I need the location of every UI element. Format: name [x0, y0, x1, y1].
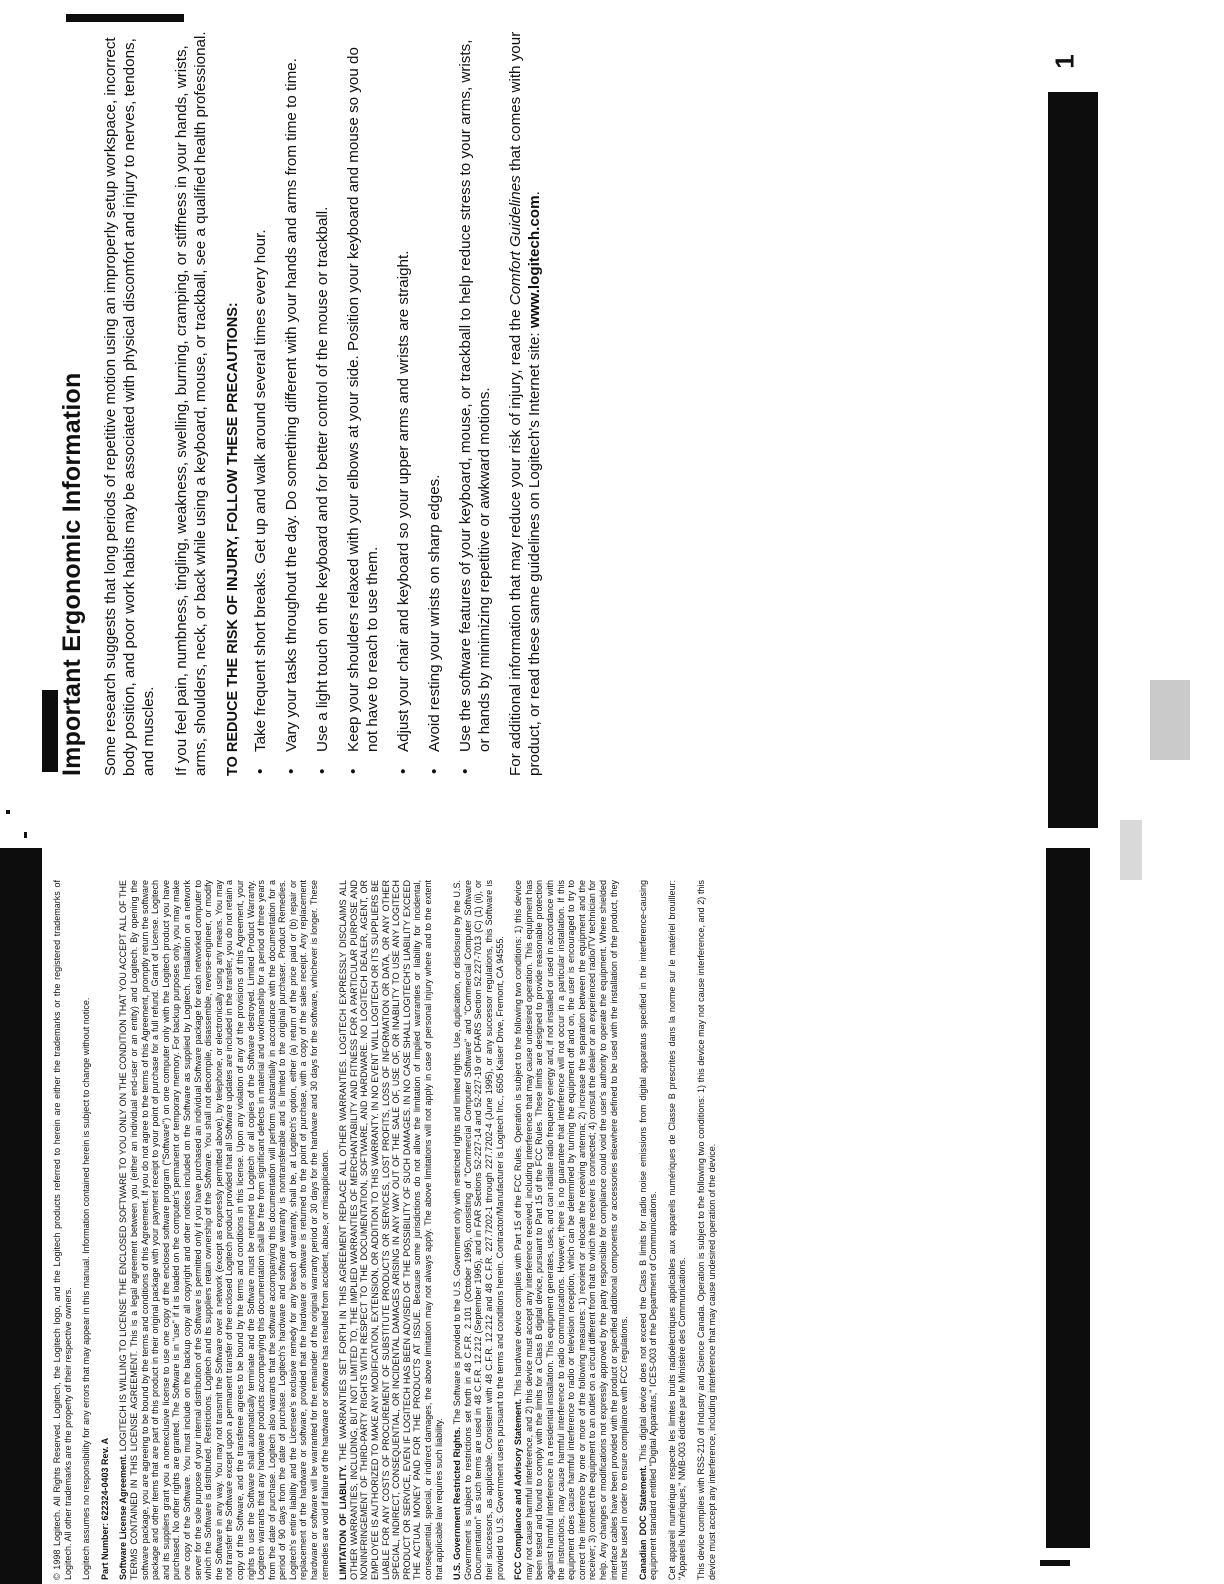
bullet-icon: •: [314, 768, 331, 774]
bottom-rule: [1040, 1560, 1070, 1566]
rss-statement: This device complies with RSS-210 of Industry and Science Canada. Operation is subject to the following two conditions: 1) this device may not cause interference, and 2) this device must accept any interference, including interference that may cause undesired operation of the device.: [696, 880, 717, 1580]
fcc-statement: FCC Compliance and Advisory Statement. This hardware device complies with Part 15 of the FCC Rules. Operation is subject to the following two conditions: 1) this device may not cause harmful interference, and 2) this device must accept any interference received, including interference that may cause undesired operation. This equipment has been tested and found to comply with the limits for a Class B digital device, pursuant to Part 15 of the FCC Rules. These limits are designed to provide reasonable protection against harmful interference in a residential installation. This equipment generates, uses, and can radiate radio frequency energy and, if not installed or used in accordance with the instructions, may cause harmful interference to radio communications. However, there is no guarantee that interference will not occur in a particular installation. If this equipment does cause harmful interference to radio or television reception, which can be determined by turning the equipment off and on, the user is encouraged to try to correct the interference by one or more of the following measures: 1) reorient or relocate the receiving antenna; 2) increase the separation between the equipment and the receiver; 3) connect the equipment to an outlet on a circuit different from that to which the receiver is connected; 4) consult the dealer or an experienced radio/TV technician for help. Any changes or modifications not expressly approved by the party responsible for compliance could void the user's authority to operate the equipment. Where shielded interface cables have been provided with the product or specified additional components or accessories elsewhere defined to be used with the installation of the product, they must be used in order to ensure compliance with FCC regulations.: [513, 880, 630, 1580]
list-item: • Take frequent short breaks. Get up and walk around several times every hour.: [252, 229, 269, 774]
bullet-icon: •: [457, 768, 474, 774]
list-item: • Use the software features of your keyboard, mouse, or trackball to help reduce stress to your arms, wrists, or hands by minimizing repetitive or awkward motions.: [457, 39, 493, 774]
list-item: • Keep your shoulders relaxed with your elbows at your side. Position your keyboard and mouse so you do not have to reach to use them.: [345, 47, 381, 774]
bullet-icon: •: [395, 768, 412, 774]
header-rule: [66, 14, 184, 22]
precautions-list: [251, 26, 494, 776]
bullet-icon: •: [426, 768, 443, 774]
bullet-icon: •: [283, 768, 300, 774]
precautions-heading: TO REDUCE THE RISK OF INJURY, FOLLOW THESE PRECAUTIONS:: [225, 302, 241, 776]
list-item: • Vary your tasks throughout the day. Do something different with your hands and arms from time to time.: [283, 58, 300, 774]
legal-section: [52, 880, 972, 1580]
french-statement: Cet appareil numérique respecte les limites bruits radioélectriques applicables aux appareils numériques de Classe B prescrites dans la norme sur le matériel brouilleur: "Appareils Numériques," NMB-003 édictée par le Ministère des Communications.: [666, 880, 688, 1580]
scan-noise: [1120, 820, 1142, 880]
doc-statement: Canadian DOC Statement. This digital device does not exceed the Class B limits for radio noise emissions from digital apparatus specified in the interference-causing equipment standard entitled "Digital Apparatus," ICES-003 of the Department of Communications.: [637, 879, 659, 1580]
part-number: Part Number: 622324-0403 Rev. A: [99, 1437, 110, 1580]
government-rights: U.S. Government Restricted Rights. The Software is provided to the U.S. Government only with restricted rights and limited rights. Use, duplication, or disclosure by the U.S. Government is subject to restrictions set forth in 48 C.F.R. 2.101 (October 1995), consisting of "Commercial Computer Software" and "Commercial Computer Software Documentation" as such terms are used in 48 C.F.R. 12.212 (September 1995), and in FAR Sections 52-227-14 and 52-227-19 or DFARS Section 52.227-7013 (C) (1) (ii), or their successors, as applicable. Consistent with 48 C.F.R. 12.212 and 48 C.F.R. 227.7202-1 through 227.7202-4 (June 1995), or any successor regulations, this Software is provided to U.S. Government users pursuant to the terms and conditions herein. Contractor/Manufacturer is Logitech Inc., 6505 Kaiser Drive, Fremont, CA 94555.: [452, 880, 505, 1580]
scan-speck: [6, 810, 10, 814]
black-edge-bar-right-lower: [1046, 848, 1090, 1548]
intro-paragraph: Some research suggests that long periods of repetitive motion using an improperly setup workspace, incorrect body position, and poor work habits may be associated with physical discomfort and injury to nerves, tendons, and muscles.: [102, 37, 157, 776]
black-edge-bar-right-upper: [1048, 92, 1098, 828]
symptoms-paragraph: If you feel pain, numbness, tingling, weakness, swelling, burning, cramping, or stiffness in your hands, wrists, arms, shoulders, neck, or back while using a keyboard, mouse, or trackball, see a qualified health professional.: [173, 31, 209, 776]
bullet-icon: •: [252, 768, 269, 774]
page-number: 1: [1049, 54, 1080, 69]
list-item: • Use a light touch on the keyboard and for better control of the mouse or trackball.: [314, 206, 331, 774]
ergonomic-section: [58, 26, 658, 776]
closing-paragraph: For additional information that may reduce your risk of injury, read the Comfort Guidelines that comes with your product, or read these same guidelines on Logitech's Internet site: www.logitech.com.: [507, 31, 543, 776]
title-side-bar: [42, 690, 58, 772]
bullet-icon: •: [345, 768, 362, 774]
section-title: Important Ergonomic Information: [58, 372, 86, 776]
copyright-notice: © 1998 Logitech. All Rights Reserved. Logitech, the Logitech logo, and the Logitech products referred to herein are either the trademarks or the registered trademarks of Logitech. All other trademarks are the property of their respective owners.: [52, 880, 73, 1580]
responsibility-notice: Logitech assumes no responsibility for any errors that may appear in this manual. Information contained herein is subject to change without notice.: [81, 997, 92, 1580]
list-item: • Avoid resting your wrists on sharp edges.: [426, 474, 443, 774]
list-item: • Adjust your chair and keyboard so your upper arms and wrists are straight.: [395, 250, 412, 774]
license-agreement: Software License Agreement. LOGITECH IS WILLING TO LICENSE THE ENCLOSED SOFTWARE TO YOU ONLY ON THE CONDITION THAT YOU ACCEPT ALL OF THE TERMS CONTAINED IN THIS LICENSE AGREEMENT. This is a legal agreement between you (either an individual end-user or an entity) and Logitech. By opening the software package, you are agreeing to be bound by the terms and conditions of this Agreement. If you do not agree to the terms of this Agreement, promptly return the software package and other items that are part of this product in their original package with your payment receipt to your point of purchase for a full refund. Grant of License. Logitech and its suppliers grant you a nonexclusive license to use one copy of the enclosed software program ("Software") on one computer only with the Logitech product you have purchased. No other rights are granted. The Software is in "use" if it is loaded on the computer's permanent or temporary memory. For backup purposes only, you may make one copy of the Software. You must include on the backup copy all copyright and other notices included on the Software as supplied by Logitech. Installation on a network server for the sole purpose of your internal distribution of the Software is permitted only if you have purchased an individual Software package for each networked computer to which the Software is distributed. Restrictions. Logitech and its suppliers retain ownership of the Software. You shall not decompile, disassemble, reverse-engineer, or modify the Software in any way. You may not transmit the Software over a network (except as expressly permitted above), by telephone, or electronically using any means. You may not transfer the Software except upon a permanent transfer of the enclosed Logitech product provided that all Software updates are included in the transfer, you do not retain a copy of the Software, and the transferee agrees to be bound by the terms and conditions in this license. Upon any violation of any of the provisions of this Agreement, your rights to use the Software shall automatically terminate and the Software must be returned to Logitech or all copies of the Software destroyed. Limited Product Warranty. Logitech warrants that any hardware products accompanying this documentation shall be free from significant defects in material and workmanship for a period of three years from the date of purchase. Logitech also warrants that the software accompanying this documentation will perform substantially in accordance with the documentation for a period of 90 days from the date of purchase. Logitech's hardware and software warranty is nontransferable and is limited to the original purchaser. Product Remedies. Logitech's entire liability and the Licensee's exclusive remedy for any breach of warranty, shall be, at Logitech's option, either (a) return of the price paid or (b) repair or replacement of the hardware or software, provided that the hardware or software is returned to the point of purchase, with a copy of the sales receipt. Any replacement hardware or software will be warranted for the remainder of the original warranty period or 30 days for the hardware and 30 days for the software, whichever is longer. These remedies are void if failure of the hardware or software has resulted from accident, abuse, or misapplication.: [118, 880, 330, 1580]
black-edge-bar-left: [0, 848, 42, 1584]
scan-speck: [24, 832, 27, 838]
scan-noise: [1150, 680, 1190, 760]
limitation-of-liability: LIMITATION OF LIABILITY. THE WARRANTIES SET FORTH IN THIS AGREEMENT REPLACE ALL OTHER WARRANTIES. LOGITECH EXPRESSLY DISCLAIMS ALL OTHER WARRANTIES, INCLUDING, BUT NOT LIMITED TO, THE IMPLIED WARRANTIES OF MERCHANTABILITY AND FITNESS FOR A PARTICULAR PURPOSE AND NONINFRINGEMENT OF THIRD-PARTY RIGHTS WITH RESPECT TO THE DOCUMENTATION, SOFTWARE, AND HARDWARE. NO LOGITECH DEALER, AGENT, OR EMPLOYEE IS AUTHORIZED TO MAKE ANY MODIFICATION, EXTENSION, OR ADDITION TO THIS WARRANTY. IN NO EVENT WILL LOGITECH OR ITS SUPPLIERS BE LIABLE FOR ANY COSTS OF PROCUREMENT OF SUBSTITUTE PRODUCTS OR SERVICES, LOST PROFITS, LOSS OF INFORMATION OR DATA, OR ANY OTHER SPECIAL, INDIRECT, CONSEQUENTIAL, OR INCIDENTAL DAMAGES ARISING IN ANY WAY OUT OF THE SALE OF, USE OF, OR INABILITY TO USE ANY LOGITECH PRODUCT OR SERVICE, EVEN IF LOGITECH HAS BEEN ADVISED OF THE POSSIBILITY OF SUCH DAMAGES. IN NO CASE SHALL LOGITECH'S LIABILITY EXCEED THE ACTUAL MONEY PAID FOR THE PRODUCTS AT ISSUE. Because some jurisdictions do not allow the limitation of implied warranties or liability for incidental, consequential, special, or indirect damages, the above limitation may not always apply. The above limitations will not apply in case of personal injury where and to the extent that applicable law requires such liability.: [338, 880, 444, 1580]
website-link[interactable]: www.logitech.com: [526, 195, 543, 329]
